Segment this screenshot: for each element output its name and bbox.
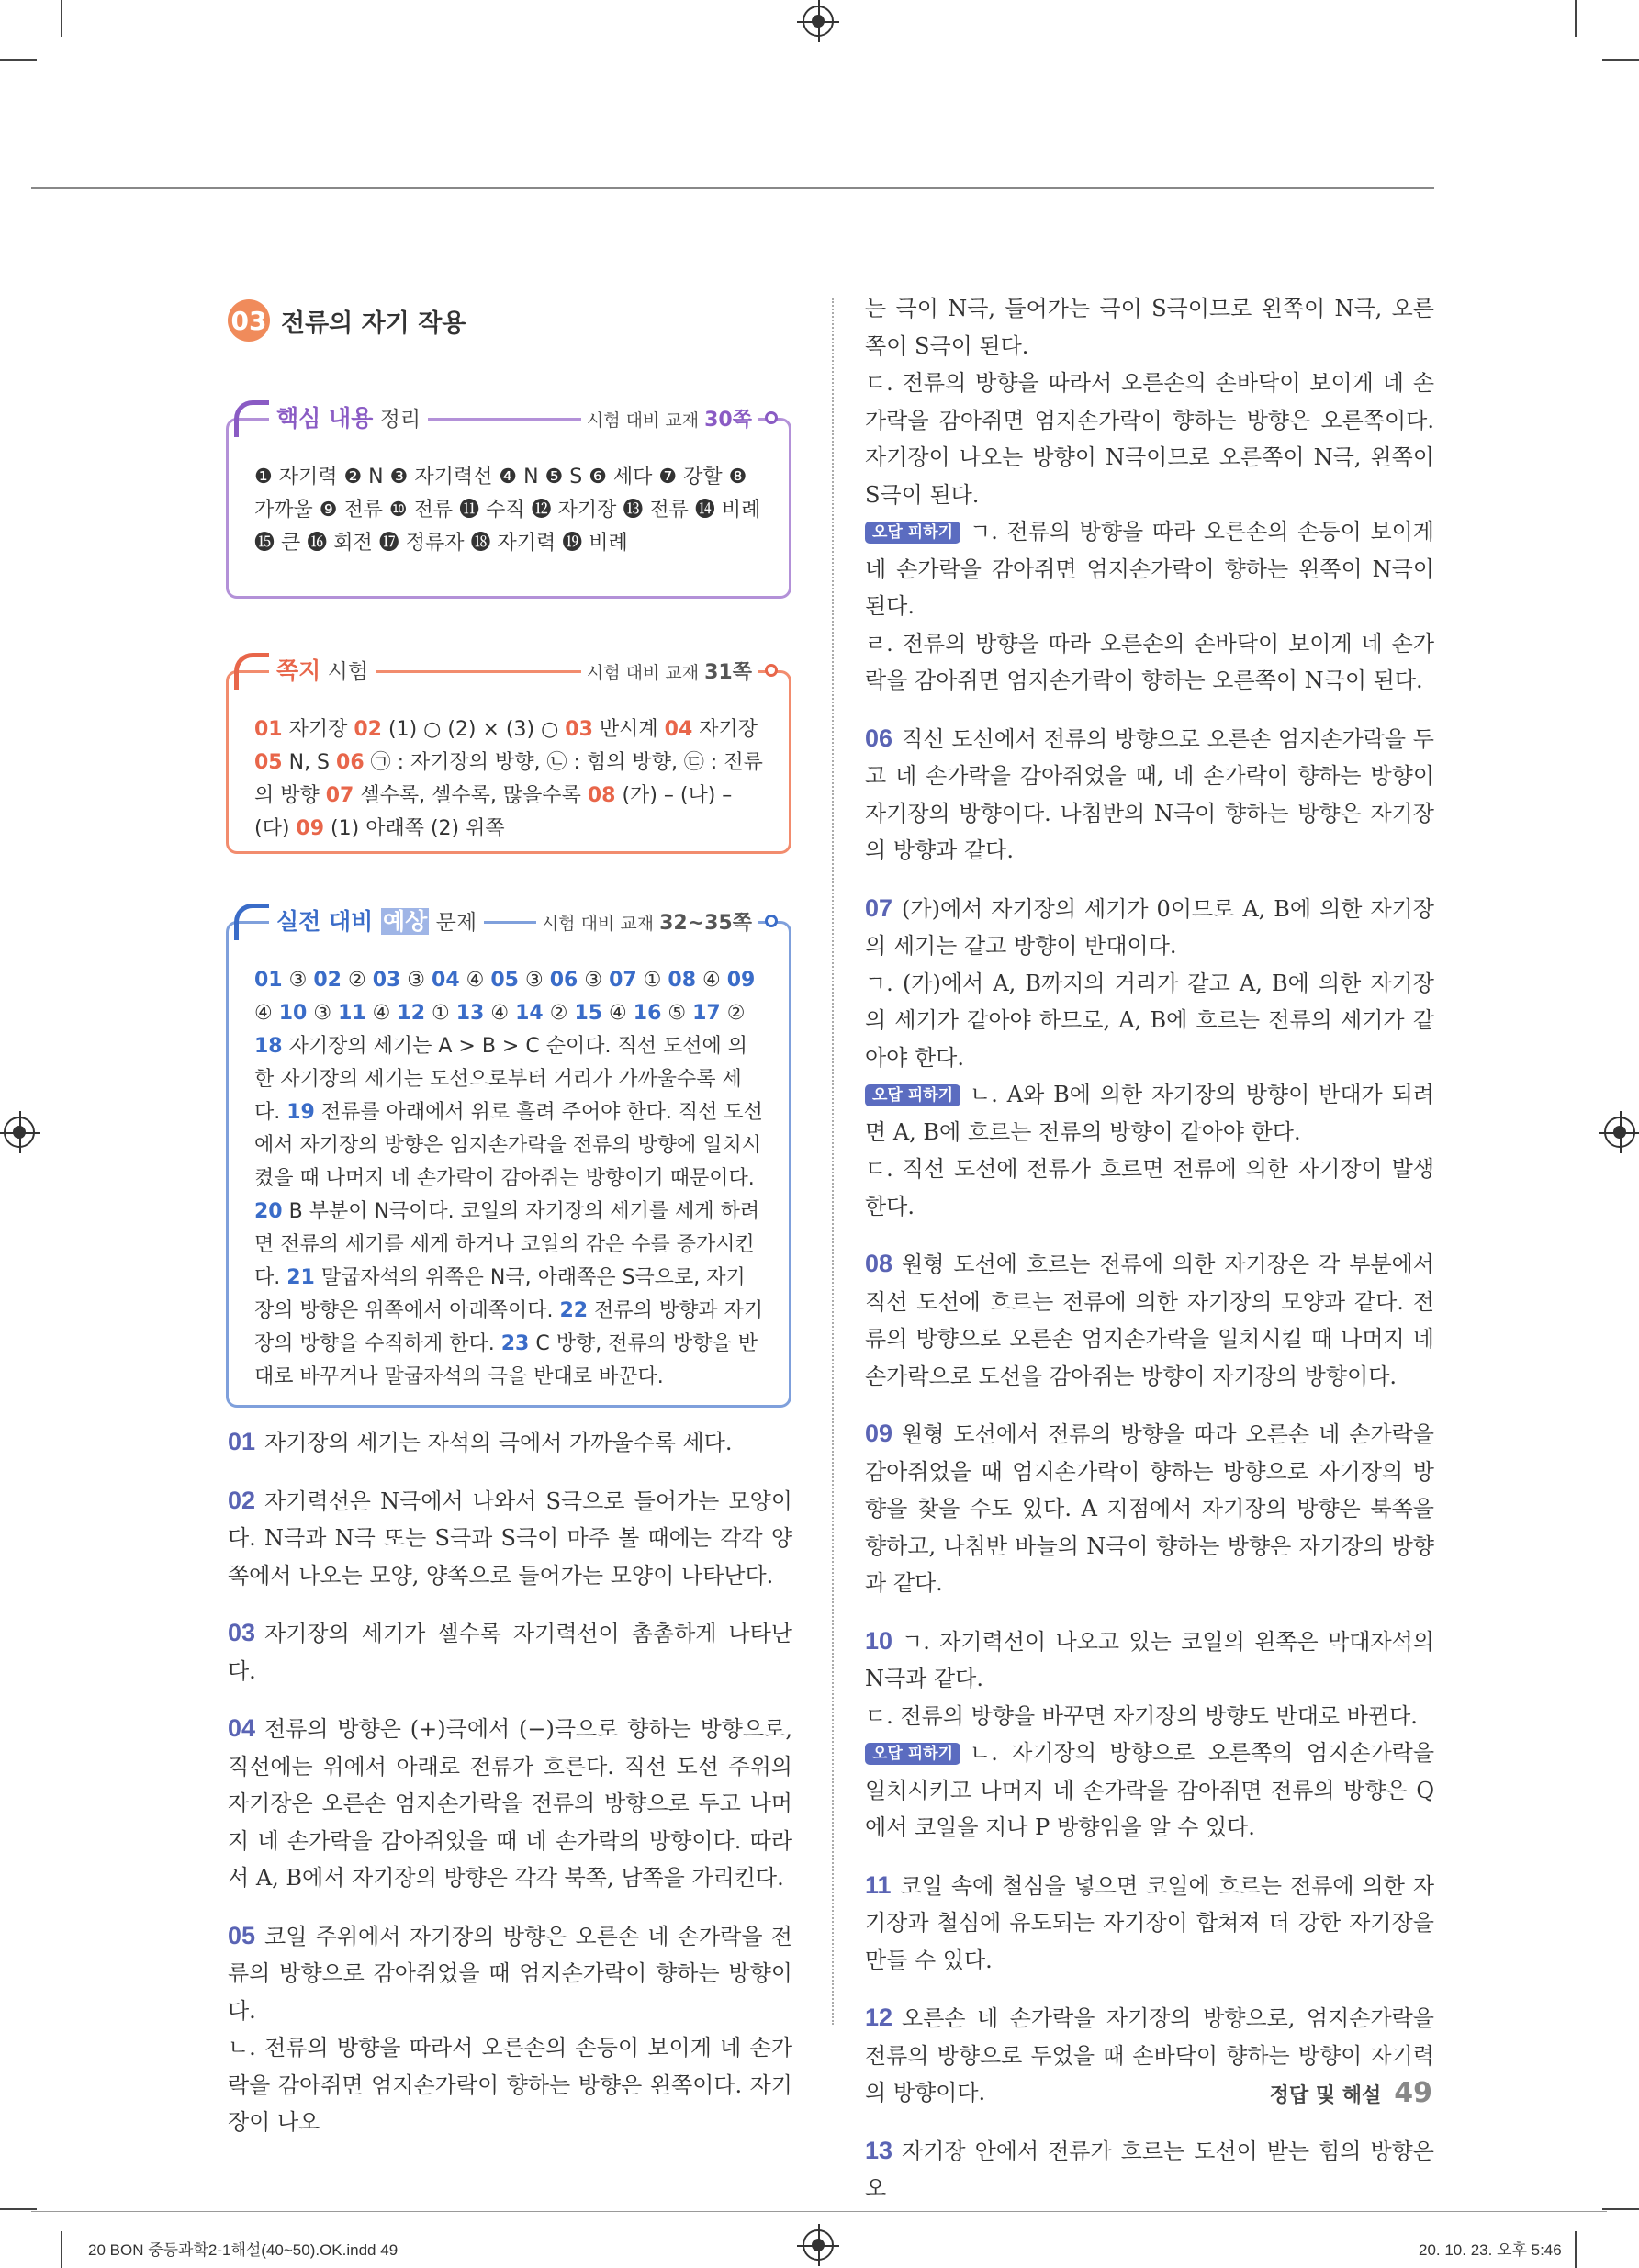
section-title: 전류의 자기 작용 <box>281 309 466 338</box>
practice-reference: 시험 대비 교재 32~35쪽 <box>536 907 758 936</box>
crop-mark <box>1602 2208 1639 2210</box>
right-column <box>865 290 1434 2207</box>
registration-mark <box>4 1117 35 1148</box>
explanation-subitem: ㄷ. 직선 도선에 전류가 흐르면 전류에 의한 자기장이 발생한다. <box>865 1156 1434 1219</box>
slug-rule <box>31 2211 1607 2212</box>
practice-box <box>226 908 791 1408</box>
explanation-subitem: 오답 피하기 ㄴ. 자기장의 방향으로 오른쪽의 엄지손가락을 일치시키고 나머지 네 손가락을 감아쥐면 전류의 방향은 Q에서 코일을 지나 P 방향임을 알 수 있다. <box>865 1740 1434 1840</box>
section-heading <box>228 299 466 342</box>
explanation-item: 01 자기장의 세기는 자석의 극에서 가까울수록 세다. <box>228 1428 733 1455</box>
slug-date: 20. 10. 23. 오후 5:46 <box>1419 2241 1562 2259</box>
practice-content: 01 ③ 02 ② 03 ③ 04 ④ 05 ③ 06 ③ 07 ① 08 ④ 09 ④ 10 ③ 11 ④ 12 ① 13 ④ 14 ② 15 ④ 16 ⑤ 17 ② 18 자기장의 세기는 A > B > C 순이다. 직선 도선에 의한 자기장의 세기는 도선으로부터 거리가 가까울수록 세다. 19 전류를 아래에서 위로 흘려 주어야 한다. 직선 도선에서 자기장의 방향은 엄지손가락을 전류의 방향에 일치시켰을 때 나머지 네 손가락이 감아쥐는 방향이기 때문이다. 20 B 부분이 N극이다. 코일의 자기장의 세기를 세게 하려면 전류의 세기를 세게 하거나 코일의 감은 수를 증가시킨다. 21 말굽자석의 위쪽은 N극, 아래쪽은 S극으로, 자기장의 방향은 위쪽에서 아래쪽이다. 22 전류의 방향과 자기장의 방향을 수직하게 한다. 23 C 방향, 전류의 방향을 반대로 바꾸거나 말굽자석의 극을 반대로 바꾼다. <box>254 969 764 1388</box>
wrong-answer-tag: 오답 피하기 <box>865 1743 960 1765</box>
explanation-item: 05 코일 주위에서 자기장의 방향은 오른손 네 손가락을 전류의 방향으로 감아쥐었을 때 엄지손가락이 향하는 방향이다. <box>228 1921 792 2024</box>
explanation-item: 07 (가)에서 자기장의 세기가 0이므로 A, B에 의한 자기장의 세기는 같고 방향이 반대이다. <box>865 893 1434 959</box>
quiz-reference: 시험 대비 교재 31쪽 <box>581 657 758 685</box>
explanation-item: 10 ㄱ. 자기력선이 나오고 있는 코일의 왼쪽은 막대자석의 N극과 같다. <box>865 1626 1434 1691</box>
wrong-answer-tag: 오답 피하기 <box>865 522 960 544</box>
column-divider <box>832 298 834 2025</box>
explanation-item: 12 오른손 네 손가락을 자기장의 방향으로, 엄지손가락을 전류의 방향으로 두었을 때 손바닥이 향하는 방향이 자기력의 방향이다. <box>865 2004 1434 2105</box>
explanation-item: 08 원형 도선에 흐르는 전류에 의한 자기장은 각 부분에서 직선 도선에 흐르는 전류에 의한 자기장의 모양과 같다. 전류의 방향으로 오른손 엄지손가락을 일치시킬 때 나머지 네 손가락으로 도선을 감아쥐는 방향이 자기장의 방향이다. <box>865 1250 1434 1389</box>
quiz-content: 01 자기장 02 (1) ○ (2) × (3) ○ 03 반시계 04 자기장 05 N, S 06 ㉠ : 자기장의 방향, ㉡ : 힘의 방향, ㉢ : 전류의 방향 07 셀수록, 셀수록, 많을수록 08 (가) – (나) – (다) 09 (1) 아래쪽 (2) 위쪽 <box>254 718 763 840</box>
crop-mark <box>1575 0 1577 37</box>
crop-mark <box>61 0 62 37</box>
explanation-item: 09 원형 도선에서 전류의 방향을 따라 오른손 네 손가락을 감아쥐었을 때 엄지손가락이 향하는 방향으로 자기장의 방향을 찾을 수도 있다. A 지점에서 자기장의 방향은 북쪽을 향하고, 나침반 바늘의 N극이 향하는 방향은 자기장의 방향과 같다. <box>865 1420 1434 1596</box>
wrong-answer-tag: 오답 피하기 <box>865 1084 960 1106</box>
explanation-subitem: ㄷ. 전류의 방향을 따라서 오른손의 손바닥이 보이게 네 손가락을 감아쥐면 엄지손가락이 향하는 방향은 오른쪽이다. 자기장이 나오는 방향이 N극이므로 오른쪽이 N극, 왼쪽이 S극이 된다. <box>865 370 1434 508</box>
explanation-item: 04 전류의 방향은 (+)극에서 (−)극으로 향하는 방향으로, 직선에는 위에서 아래로 전류가 흐른다. 직선 도선 주위의 자기장은 오른손 엄지손가락을 전류의 방향으로 두고 나머지 네 손가락을 감아쥐었을 때 네 손가락의 방향이다. 따라서 A, B에서 자기장의 방향은 각각 북쪽, 남쪽을 가리킨다. <box>228 1714 792 1891</box>
crop-mark <box>1575 2231 1577 2268</box>
core-summary-title: 핵심 내용 정리 <box>269 400 428 433</box>
explanation-item: 13 자기장 안에서 전류가 흐르는 도선이 받는 힘의 방향은 오 <box>865 2136 1434 2201</box>
core-summary-box <box>226 405 791 599</box>
explanation-item: 11 코일 속에 철심을 넣으면 코일에 흐르는 전류에 의한 자기장과 철심에 유도되는 자기장이 합쳐져 더 강한 자기장을 만들 수 있다. <box>865 1870 1434 1973</box>
page-footer <box>1270 2077 1432 2109</box>
core-summary-reference: 시험 대비 교재 30쪽 <box>581 404 758 432</box>
explanation-subitem: ㄴ. 전류의 방향을 따라서 오른손의 손등이 보이게 네 손가락을 감아쥐면 엄지손가락이 향하는 방향은 왼쪽이다. 자기장이 나오 <box>228 2035 792 2135</box>
registration-mark <box>803 2229 834 2261</box>
slug-filename: 20 BON 중등과학2-1해설(40~50).OK.indd 49 <box>88 2241 399 2259</box>
crop-mark <box>0 2208 37 2210</box>
footer-label: 정답 및 해설 <box>1269 2084 1382 2107</box>
crop-mark <box>1602 59 1639 61</box>
crop-mark <box>61 2231 62 2268</box>
quiz-title: 쪽지 시험 <box>269 653 376 686</box>
core-summary-content: ❶ 자기력 ❷ N ❸ 자기력선 ❹ N ❺ S ❻ 세다 ❼ 강할 ❽ 가까울 ❾ 전류 ❿ 전류 ⓫ 수직 ⓬ 자기장 ⓭ 전류 ⓮ 비례 ⓯ 큰 ⓰ 회전 ⓱ 정류자 ⓲ 자기력 ⓳ 비례 <box>254 466 761 555</box>
explanation-subitem: ㄹ. 전류의 방향을 따라 오른손의 손바닥이 보이게 네 손가락을 감아쥐면 엄지손가락이 향하는 오른쪽이 N극이 된다. <box>865 630 1434 693</box>
crop-mark <box>0 59 37 61</box>
explanation-item: 02 자기력선은 N극에서 나와서 S극으로 들어가는 모양이다. N극과 N극 또는 S극과 S극이 마주 볼 때에는 각각 양쪽에서 나오는 모양, 양쪽으로 들어가는 모양이 나타난다. <box>228 1486 792 1589</box>
registration-mark <box>1604 1117 1635 1148</box>
quiz-box <box>226 657 791 854</box>
explanation-subitem: 는 극이 N극, 들어가는 극이 S극이므로 왼쪽이 N극, 오른쪽이 S극이 된다. <box>865 296 1434 359</box>
explanation-subitem: ㄷ. 전류의 방향을 바꾸면 자기장의 방향도 반대로 바뀐다. <box>865 1702 1418 1729</box>
page-number: 49 <box>1394 2077 1432 2109</box>
explanation-subitem: ㄱ. (가)에서 A, B까지의 거리가 같고 A, B에 의한 자기장의 세기가 같아야 하므로, A, B에 흐르는 전류의 세기가 같아야 한다. <box>865 970 1434 1071</box>
section-number-badge: 03 <box>228 299 270 342</box>
left-column <box>228 1423 792 2161</box>
registration-mark <box>803 6 834 37</box>
explanation-subitem: 오답 피하기 ㄴ. A와 B에 의한 자기장의 방향이 반대가 되려면 A, B에 흐르는 전류의 방향이 같아야 한다. <box>865 1082 1434 1145</box>
explanation-item: 03 자기장의 세기가 셀수록 자기력선이 촘촘하게 나타난다. <box>228 1619 792 1684</box>
practice-title: 실전 대비 예상 문제 <box>269 904 484 937</box>
explanation-item: 06 직선 도선에서 전류의 방향으로 오른손 엄지손가락을 두고 네 손가락을 감아쥐었을 때, 네 손가락이 향하는 방향이 자기장의 방향이다. 나침반의 N극이 향하는 방향은 자기장의 방향과 같다. <box>865 724 1434 863</box>
header-rule <box>31 187 1434 189</box>
explanation-subitem: 오답 피하기 ㄱ. 전류의 방향을 따라 오른손의 손등이 보이게 네 손가락을 감아쥐면 엄지손가락이 향하는 왼쪽이 N극이 된다. <box>865 519 1434 619</box>
